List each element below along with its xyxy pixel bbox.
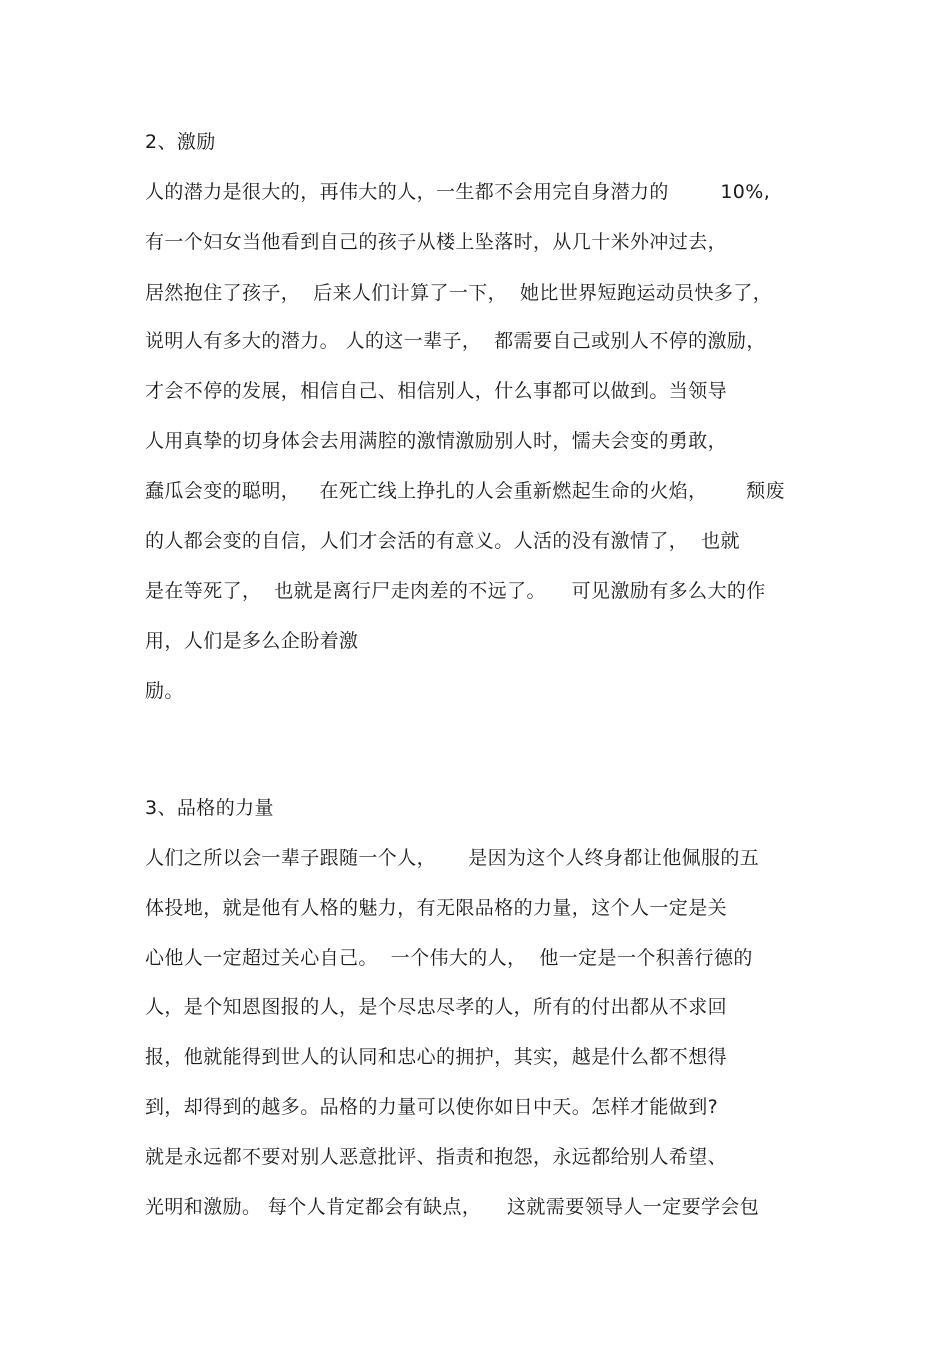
paragraph-line: 有一个妇女当他看到自己的孩子从楼上坠落时，从几十米外冲过去， xyxy=(145,231,728,253)
paragraph-line: 才会不停的发展，相信自己、相信别人，什么事都可以做到。当领导 xyxy=(145,380,728,402)
paragraph-line: 人用真挚的切身体会去用满腔的激情激励别人时，懦夫会变的勇敢， xyxy=(145,430,728,452)
paragraph-line: 蠢瓜会变的聪明， 在死亡线上挣扎的人会重新燃起生命的火焰， 颓废 xyxy=(145,480,785,502)
paragraph-line: 到，却得到的越多。品格的力量可以使你如日中天。怎样才能做到? xyxy=(145,1096,719,1118)
section-2-heading: 2、激励 xyxy=(145,131,216,153)
paragraph-line: 居然抱住了孩子， 后来人们计算了一下， 她比世界短跑运动员快多了， xyxy=(145,282,773,304)
paragraph-line: 报，他就能得到世人的认同和忠心的拥护，其实，越是什么都不想得 xyxy=(145,1046,728,1068)
paragraph-line: 体投地，就是他有人格的魅力，有无限品格的力量，这个人一定是关 xyxy=(145,897,728,919)
paragraph-line: 光明和激励。 每个人肯定都会有缺点， 这就需要领导人一定要学会包 xyxy=(145,1196,760,1218)
paragraph-line: 是在等死了， 也就是离行尸走肉差的不远了。 可见激励有多么大的作 xyxy=(145,580,766,602)
paragraph-line: 说明人有多大的潜力。 人的这一辈子， 都需要自己或别人不停的激励， xyxy=(145,330,766,352)
paragraph-line: 就是永远都不要对别人恶意批评、指责和抱怨，永远都给别人希望、 xyxy=(145,1146,728,1168)
paragraph-line: 用，人们是多么企盼着激 xyxy=(145,630,359,652)
paragraph-line: 励。 xyxy=(145,680,184,702)
paragraph-line: 人们之所以会一辈子跟随一个人， 是因为这个人终身都让他佩服的五 xyxy=(145,847,760,869)
paragraph-line: 的人都会变的自信，人们才会活的有意义。人活的没有激情了， 也就 xyxy=(145,530,740,552)
paragraph-line: 人的潜力是很大的，再伟大的人，一生都不会用完自身潜力的 10%, xyxy=(145,181,771,203)
paragraph-line: 人，是个知恩图报的人，是个尽忠尽孝的人，所有的付出都从不求回 xyxy=(145,996,728,1018)
section-3-heading: 3、品格的力量 xyxy=(145,797,274,819)
paragraph-line: 心他人一定超过关心自己。 一个伟大的人， 他一定是一个积善行德的 xyxy=(145,947,753,969)
